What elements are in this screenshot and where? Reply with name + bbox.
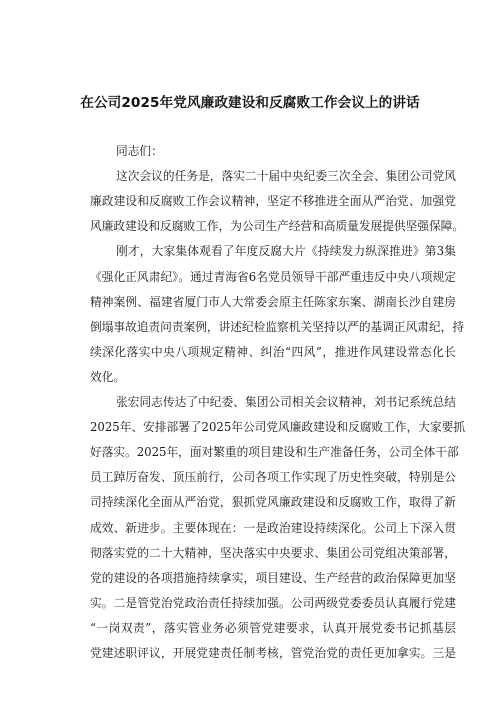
paragraph-line: 精神案例、福建省厦门市人大常委会原主任陈家东案、湖南长沙自建房 xyxy=(90,294,456,309)
paragraph-line: 党建述职评议，开展党建责任制考核，管党治党的责任更加拿实。三是 xyxy=(90,646,456,660)
page-title: 在公司2025年党风廉政建设和反腐败工作会议上的讲话 xyxy=(80,95,420,111)
paragraph-line: 廉政建设和反腐败工作会议精神，坚定不移推进全面从严治党、加强党 xyxy=(90,194,456,209)
paragraph-line: 这次会议的任务是，落实二十届中央纪委三次全会、集团公司党风 xyxy=(116,169,456,184)
paragraph-line: 张宏同志传达了中纪委、集团公司相关会议精神，刘书记系统总结 xyxy=(116,395,456,409)
paragraph-line: 倒塌事故追责问责案例，讲述纪检监察机关坚持以严的基调正风肃纪，持 xyxy=(90,319,465,334)
paragraph-line: “一岗双责”，落实管业务必须管党建要求，认真开展党委书记抓基层 xyxy=(90,620,456,635)
paragraph-line: 同志们： xyxy=(116,144,163,158)
paragraph-line: 续深化落实中央八项规定精神、纠治“四风”，推进作风建设常态化长 xyxy=(90,344,456,359)
paragraph-line: 司持续深化全面从严治党，狠抓党风廉政建设和反腐败工作，取得了新 xyxy=(90,495,456,510)
paragraph-line: 彻落实党的二十大精神，坚决落实中央要求、集团公司党组决策部署， xyxy=(90,545,456,560)
paragraph-line: 效化。 xyxy=(90,369,126,384)
paragraph-line: 成效、新进步。主要体现在：一是政治建设持续深化。公司上下深入贯 xyxy=(90,520,456,535)
paragraph-line: 2025年、安排部署了2025年公司党风廉政建设和反腐败工作，大家要抓 xyxy=(90,420,466,435)
paragraph-line: 刚才，大家集体观看了年度反腐大片《持续发力纵深推进》第3集 xyxy=(116,244,456,259)
paragraph-line: 《强化正风肃纪》。通过青海省6名党员领导干部严重违反中央八项规定 xyxy=(90,269,456,284)
paragraph-line: 员工踔厉奋发、顶压前行，公司各项工作实现了历史性突破，特别是公 xyxy=(90,470,456,485)
paragraph-line: 好落实。2025年，面对繁重的项目建设和生产准备任务，公司全体干部 xyxy=(90,445,459,460)
paragraph-line: 党的建设的各项措施持续拿实，项目建设、生产经营的政治保障更加坚 xyxy=(90,570,456,585)
paragraph-line: 实。二是管党治党政治责任持续加强。公司两级党委委员认真履行党建 xyxy=(90,595,456,610)
paragraph-line: 风廉政建设和反腐败工作，为公司生产经营和高质量发展提供坚强保障。 xyxy=(90,219,465,234)
